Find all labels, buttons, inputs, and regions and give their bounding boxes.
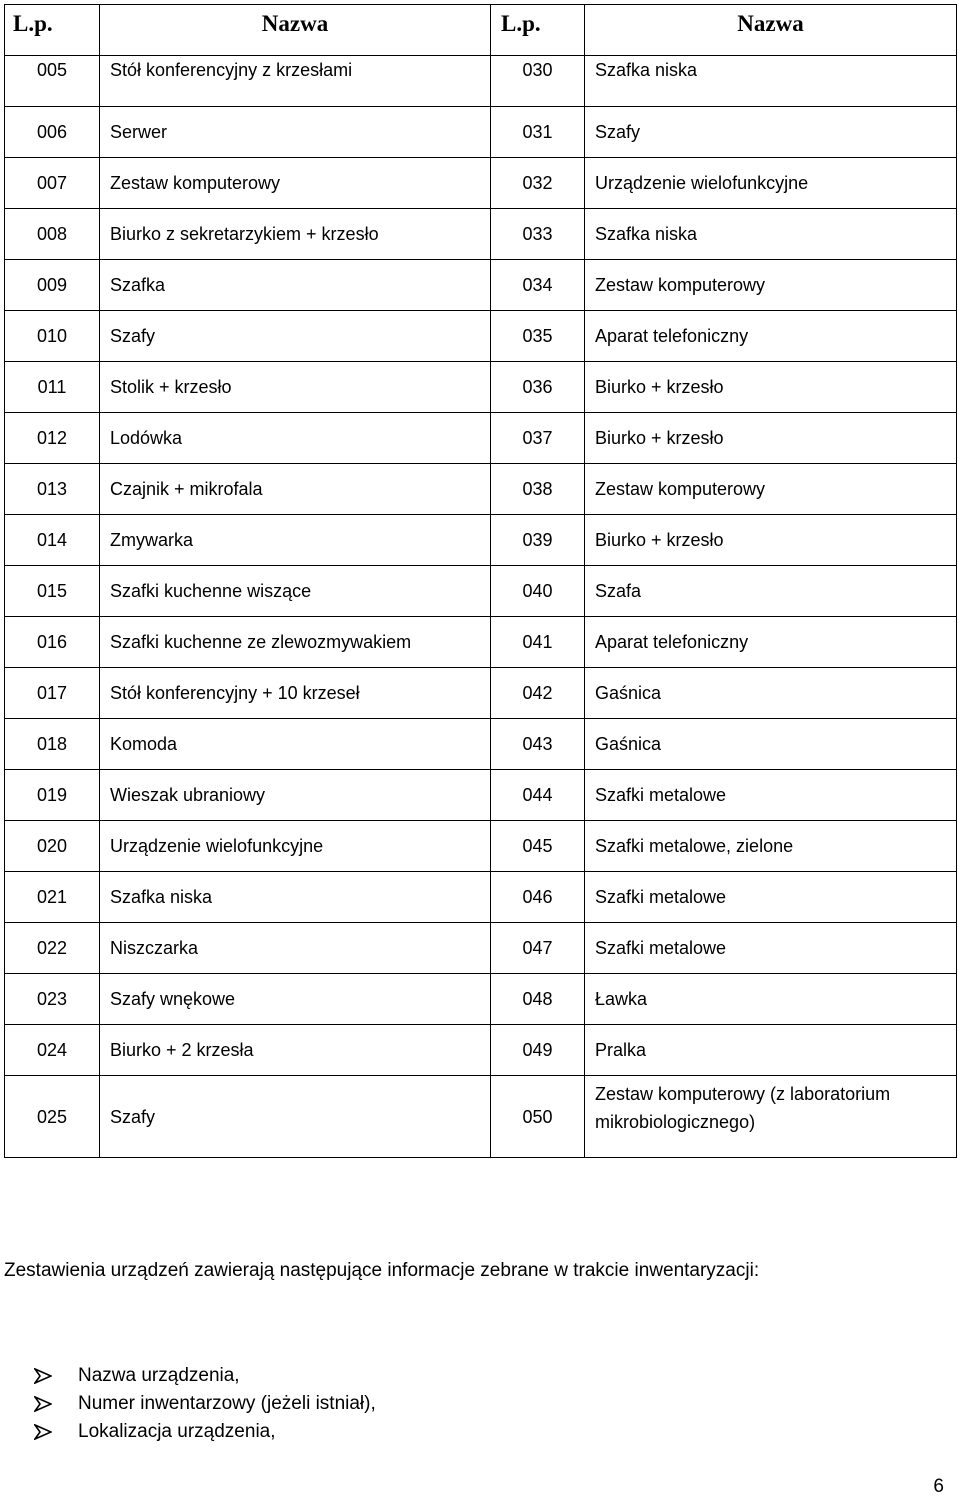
table-row	[5, 872, 957, 923]
row-name-left: Zmywarka	[100, 515, 491, 566]
row-name-right: Zestaw komputerowy	[585, 260, 957, 311]
row-name-right: Szafki metalowe, zielone	[585, 821, 957, 872]
row-name-left: Biurko + 2 krzesła	[100, 1025, 491, 1076]
row-lp-right: 036	[491, 362, 585, 413]
header-lp-left: L.p.	[5, 5, 100, 56]
table-row	[5, 566, 957, 617]
row-name-left: Komoda	[100, 719, 491, 770]
header-lp-right: L.p.	[491, 5, 585, 56]
row-lp-right: 049	[491, 1025, 585, 1076]
row-lp-right: 044	[491, 770, 585, 821]
intro-paragraph: Zestawienia urządzeń zawierają następujące informacje zebrane w trakcie inwentaryzacji:	[4, 1260, 760, 1281]
table-row	[5, 1076, 957, 1158]
row-name-right: Gaśnica	[585, 668, 957, 719]
row-name-right: Szafy	[585, 107, 957, 158]
table-row	[5, 260, 957, 311]
row-name-right: Szafka niska	[585, 209, 957, 260]
row-name-right	[585, 1076, 957, 1158]
table-row	[5, 668, 957, 719]
row-name-left: Szafy	[100, 1076, 491, 1158]
row-lp-right: 042	[491, 668, 585, 719]
row-name-right: Szafki metalowe	[585, 770, 957, 821]
row-lp-right: 032	[491, 158, 585, 209]
table-row	[5, 923, 957, 974]
row-lp-left: 006	[5, 107, 100, 158]
table-row	[5, 158, 957, 209]
row-lp-right: 041	[491, 617, 585, 668]
row-name-right: Urządzenie wielofunkcyjne	[585, 158, 957, 209]
row-lp-right: 030	[491, 56, 585, 107]
header-name-right: Nazwa	[585, 5, 957, 56]
table-row	[5, 107, 957, 158]
row-name-right: Biurko + krzesło	[585, 362, 957, 413]
row-lp-left: 019	[5, 770, 100, 821]
row-name-right: Szafa	[585, 566, 957, 617]
row-lp-left: 013	[5, 464, 100, 515]
row-name-right: Biurko + krzesło	[585, 515, 957, 566]
table-row	[5, 515, 957, 566]
row-lp-left: 008	[5, 209, 100, 260]
table-row	[5, 1025, 957, 1076]
row-name-left: Szafki kuchenne ze zlewozmywakiem	[100, 617, 491, 668]
row-name-right: Ławka	[585, 974, 957, 1025]
table-row	[5, 617, 957, 668]
row-lp-right: 047	[491, 923, 585, 974]
table-row	[5, 311, 957, 362]
row-name-right: Gaśnica	[585, 719, 957, 770]
row-lp-right: 046	[491, 872, 585, 923]
info-list	[34, 1362, 376, 1446]
row-name-left: Wieszak ubraniowy	[100, 770, 491, 821]
arrow-bullet-icon	[34, 1396, 52, 1412]
row-lp-left: 017	[5, 668, 100, 719]
info-list-item	[34, 1418, 376, 1446]
table-row	[5, 821, 957, 872]
row-name-left: Szafy wnękowe	[100, 974, 491, 1025]
table-row	[5, 770, 957, 821]
row-lp-left: 021	[5, 872, 100, 923]
row-name-left: Szafka niska	[100, 872, 491, 923]
row-name-left: Stolik + krzesło	[100, 362, 491, 413]
row-name-right-line2: mikrobiologicznego)	[595, 1112, 756, 1132]
table-row	[5, 464, 957, 515]
row-name-left: Serwer	[100, 107, 491, 158]
row-name-right: Aparat telefoniczny	[585, 617, 957, 668]
row-name-left: Niszczarka	[100, 923, 491, 974]
row-lp-right: 034	[491, 260, 585, 311]
row-name-left: Czajnik + mikrofala	[100, 464, 491, 515]
table-row	[5, 56, 957, 107]
header-name-left: Nazwa	[100, 5, 491, 56]
table-row	[5, 719, 957, 770]
row-name-left: Szafki kuchenne wiszące	[100, 566, 491, 617]
info-item-label: Numer inwentarzowy (jeżeli istniał),	[78, 1393, 376, 1414]
row-lp-right: 040	[491, 566, 585, 617]
row-name-left: Stół konferencyjny z krzesłami	[100, 56, 491, 107]
row-lp-right: 033	[491, 209, 585, 260]
row-lp-right: 037	[491, 413, 585, 464]
row-name-right: Biurko + krzesło	[585, 413, 957, 464]
info-item-label: Nazwa urządzenia,	[78, 1365, 240, 1386]
row-name-left: Szafy	[100, 311, 491, 362]
row-lp-right: 045	[491, 821, 585, 872]
row-name-left: Lodówka	[100, 413, 491, 464]
row-lp-left: 007	[5, 158, 100, 209]
row-lp-left: 018	[5, 719, 100, 770]
info-item-label: Lokalizacja urządzenia,	[78, 1421, 276, 1442]
row-lp-right: 039	[491, 515, 585, 566]
row-lp-left: 025	[5, 1076, 100, 1158]
row-name-right: Szafka niska	[585, 56, 957, 107]
table-row	[5, 362, 957, 413]
row-lp-right: 043	[491, 719, 585, 770]
row-name-left: Urządzenie wielofunkcyjne	[100, 821, 491, 872]
inventory-table	[4, 4, 957, 1158]
table-row	[5, 209, 957, 260]
row-lp-left: 022	[5, 923, 100, 974]
row-lp-left: 015	[5, 566, 100, 617]
row-lp-right: 048	[491, 974, 585, 1025]
table-header-row	[5, 5, 957, 56]
arrow-bullet-icon	[34, 1424, 52, 1440]
row-lp-left: 009	[5, 260, 100, 311]
arrow-bullet-icon	[34, 1368, 52, 1384]
row-name-right: Pralka	[585, 1025, 957, 1076]
table-row	[5, 974, 957, 1025]
row-name-left: Szafka	[100, 260, 491, 311]
row-lp-left: 016	[5, 617, 100, 668]
row-name-right-line1: Zestaw komputerowy (z laboratorium	[595, 1084, 891, 1104]
info-list-item	[34, 1362, 376, 1390]
info-list-item	[34, 1390, 376, 1418]
row-lp-left: 023	[5, 974, 100, 1025]
row-lp-left: 010	[5, 311, 100, 362]
row-name-right: Szafki metalowe	[585, 872, 957, 923]
row-lp-left: 020	[5, 821, 100, 872]
row-name-left: Biurko z sekretarzykiem + krzesło	[100, 209, 491, 260]
page-number: 6	[933, 1476, 944, 1497]
row-lp-right: 050	[491, 1076, 585, 1158]
row-name-left: Zestaw komputerowy	[100, 158, 491, 209]
row-name-right: Szafki metalowe	[585, 923, 957, 974]
row-lp-left: 024	[5, 1025, 100, 1076]
row-lp-right: 031	[491, 107, 585, 158]
table-row	[5, 413, 957, 464]
row-name-right: Zestaw komputerowy	[585, 464, 957, 515]
row-name-right: Aparat telefoniczny	[585, 311, 957, 362]
row-lp-left: 005	[5, 56, 100, 107]
row-name-left: Stół konferencyjny + 10 krzeseł	[100, 668, 491, 719]
row-lp-right: 035	[491, 311, 585, 362]
row-lp-left: 014	[5, 515, 100, 566]
row-lp-left: 011	[5, 362, 100, 413]
row-lp-right: 038	[491, 464, 585, 515]
row-lp-left: 012	[5, 413, 100, 464]
